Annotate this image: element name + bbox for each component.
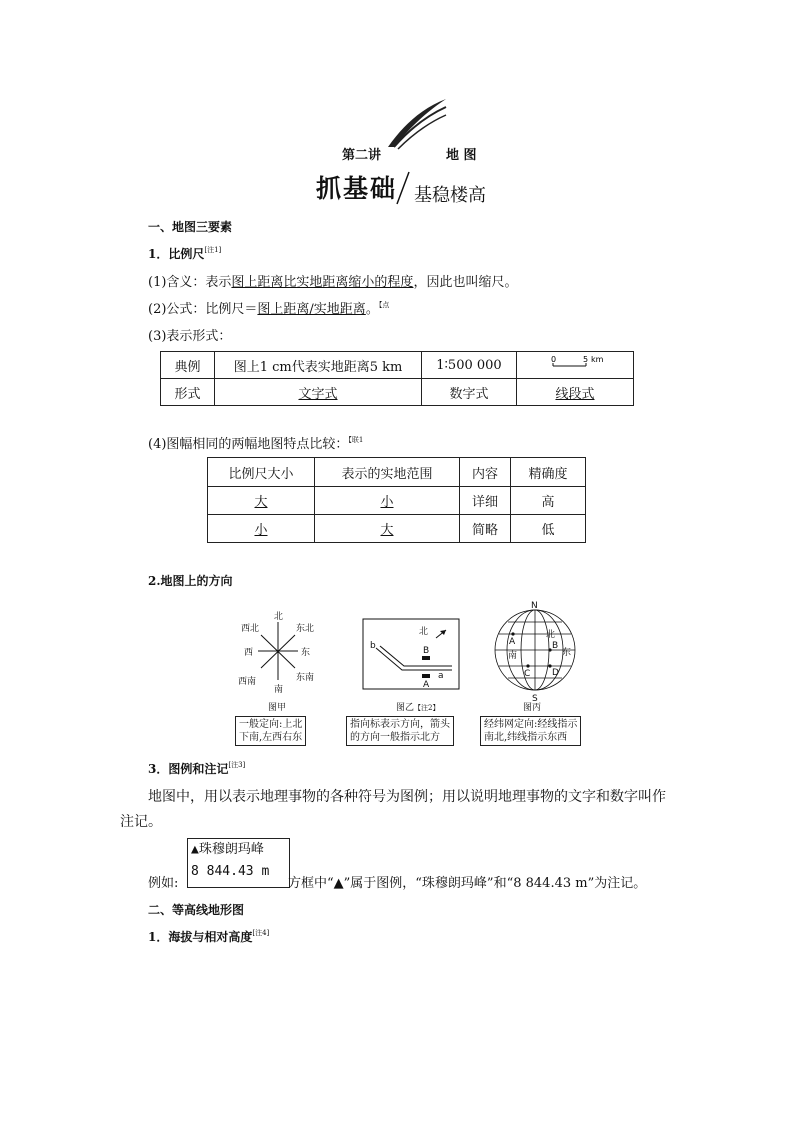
- banner-sub: 基稳楼高: [414, 185, 486, 206]
- item1-definition: [148, 271, 517, 290]
- item3-note-ref: [注3]: [228, 761, 246, 769]
- section2-item1-text: 1．海拔与相对高度: [148, 930, 253, 944]
- item1-title-text: 1．比例尺: [148, 247, 205, 261]
- item3-title-text: 3．图例和注记: [148, 762, 229, 776]
- globe-north: 北: [546, 630, 556, 640]
- formula-note-ref: 【点: [378, 301, 390, 309]
- figure-a-compass: [232, 608, 332, 704]
- formula-key: 图上距离/实地距离: [257, 302, 366, 317]
- banner-slash: [395, 170, 411, 206]
- legend-example-name: ▲珠穆朗玛峰: [191, 842, 264, 857]
- scale-forms-table: [160, 351, 634, 406]
- figure-c-globe: [488, 600, 582, 704]
- table-cell: 大: [315, 515, 460, 543]
- table-cell: 1∶500 000: [422, 352, 517, 379]
- caption-text: 图乙: [396, 703, 415, 713]
- note-line: 经纬网定向:经线指示: [484, 719, 578, 730]
- item1-formula: [148, 298, 389, 317]
- lecture-topic: 地 图: [446, 148, 477, 163]
- globe-south: 南: [508, 651, 518, 661]
- item2-title: 2.地图上的方向: [148, 574, 233, 588]
- scale-zero: 0: [551, 355, 557, 364]
- compass-label: 西北: [241, 624, 260, 634]
- road-label-b: b: [370, 641, 376, 651]
- note-line: 南北,纬线指示东西: [484, 732, 568, 743]
- caption-note: 【注2】: [414, 704, 440, 712]
- globe-A: A: [509, 637, 516, 647]
- table-cell: 数字式: [422, 379, 517, 406]
- figure-a-caption: 图甲: [268, 703, 287, 713]
- globe-S: S: [532, 694, 538, 704]
- compare-note-ref: 【联1: [348, 436, 364, 444]
- compass-label: 北: [274, 612, 284, 622]
- point-label-A: A: [423, 680, 430, 690]
- north-label: 北: [419, 627, 429, 637]
- compass-label: 东: [301, 648, 311, 658]
- table-row: [208, 515, 586, 543]
- note-line: 下南,左西右东: [239, 732, 303, 743]
- globe-C: C: [524, 669, 531, 679]
- banner-main: 抓基础: [316, 174, 398, 203]
- compass-label: 南: [274, 685, 284, 695]
- item1-forms-label: (3)表示形式：: [148, 329, 232, 344]
- globe-B: B: [552, 641, 559, 651]
- point-label-B: B: [423, 646, 430, 656]
- table-cell: 低: [511, 515, 586, 543]
- figure-c-caption: 图丙: [523, 703, 542, 713]
- table-cell: 图上1 cm代表实地距离5 km: [215, 352, 422, 379]
- table-header: 精确度: [511, 458, 586, 487]
- table-header: 内容: [460, 458, 511, 487]
- table-cell: 简略: [460, 515, 511, 543]
- figure-b-note: [346, 716, 454, 746]
- item1-title: [148, 245, 221, 262]
- definition-suffix: ，因此也叫缩尺。: [413, 275, 518, 290]
- compass-label: 东北: [296, 624, 315, 634]
- formula-suffix: 。: [365, 302, 379, 317]
- figure-b-map: [362, 618, 462, 692]
- table-header: 表示的实地范围: [315, 458, 460, 487]
- scale-unit: km: [591, 355, 604, 364]
- note-line: 的方向一般指示北方: [350, 732, 440, 743]
- legend-example-elevation: 8 844.43 m: [191, 864, 270, 879]
- globe-D: D: [552, 668, 559, 678]
- note-line: 一般定向:上北: [239, 719, 303, 730]
- definition-prefix: (1)含义：表示: [148, 275, 232, 290]
- scale-bar: [520, 352, 630, 374]
- table-cell: 小: [315, 487, 460, 515]
- lecture-number: 第二讲: [342, 148, 382, 163]
- table-header: 比例尺大小: [208, 458, 315, 487]
- item3-paragraph-end: 注记。: [120, 814, 162, 830]
- figure-c-note: [480, 716, 581, 746]
- table-row: [208, 487, 586, 515]
- definition-key: 图上距离比实地距离缩小的程度: [231, 275, 414, 290]
- header-swoosh-logo: [384, 97, 448, 151]
- item1-note-ref: [注1]: [204, 246, 222, 254]
- formula-prefix: (2)公式：比例尺＝: [148, 302, 258, 317]
- table-cell: 形式: [161, 379, 215, 406]
- compass-label: 西南: [238, 677, 257, 687]
- figure-a-note: [235, 716, 306, 746]
- section1-heading: 一、地图三要素: [148, 220, 233, 234]
- item3-paragraph: 地图中，用以表示地理事物的各种符号为图例；用以说明地理事物的文字和数字叫作: [148, 789, 666, 805]
- globe-east: 东: [562, 648, 572, 658]
- table-cell: 详细: [460, 487, 511, 515]
- comparison-table: [207, 457, 586, 543]
- section2-item1-title: [148, 928, 269, 945]
- scale-bar-cell: [517, 352, 634, 379]
- table-cell: 高: [511, 487, 586, 515]
- compass-label: 东南: [296, 673, 315, 683]
- table-cell: 典例: [161, 352, 215, 379]
- section2-item1-note: [注4]: [252, 929, 270, 937]
- globe-N: N: [531, 601, 538, 611]
- note-line: 指向标表示方向，箭头: [350, 719, 450, 730]
- compare-label-text: (4)图幅相同的两幅地图特点比较：: [148, 437, 349, 452]
- road-label-a: a: [438, 671, 444, 681]
- figure-b-caption: [396, 700, 439, 713]
- item1-compare-label: [148, 433, 363, 452]
- legend-example-box: [187, 838, 290, 888]
- item3-title: [148, 760, 245, 777]
- example-label: 例如:: [148, 876, 179, 891]
- example-text: 方框中“▲”属于图例，“珠穆朗玛峰”和“8 844.43 m”为注记。: [288, 876, 647, 891]
- section2-heading: 二、等高线地形图: [148, 903, 245, 917]
- compass-label: 西: [244, 648, 254, 658]
- scale-five: 5: [583, 355, 589, 364]
- table-cell: 线段式: [517, 379, 634, 406]
- table-cell: 小: [208, 515, 315, 543]
- table-cell: 大: [208, 487, 315, 515]
- table-cell: 文字式: [215, 379, 422, 406]
